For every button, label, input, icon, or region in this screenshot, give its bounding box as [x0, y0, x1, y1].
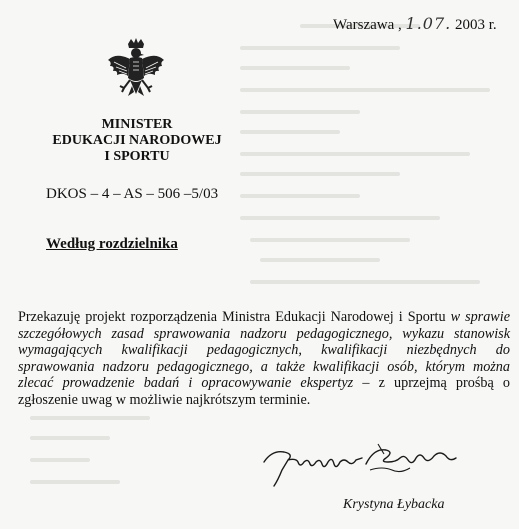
body-outro: – z uprzejmą prośbą o zgłoszenie uwag w możliwie najkrótszym terminie. [18, 375, 510, 408]
handwritten-signature [258, 440, 468, 490]
ministry-line-3: I SPORTU [104, 149, 170, 164]
ministry-name [44, 117, 230, 165]
distribution-heading: Według rozdzielnika [46, 236, 178, 252]
ministry-line-2: EDUKACJI NARODOWEJ [52, 133, 222, 148]
handwritten-date: 1.07. [405, 14, 452, 33]
polish-eagle-emblem-icon [106, 38, 166, 104]
place-and-date [333, 14, 497, 34]
letter-body [18, 309, 510, 408]
reference-number: DKOS – 4 – AS – 506 –5/03 [46, 186, 219, 202]
place: Warszawa , [333, 17, 402, 33]
ministry-line-1: MINISTER [101, 117, 173, 132]
body-intro: Przekazuję projekt rozporządzenia Ministra Edukacji Narodowej i Sportu [18, 309, 446, 325]
year: 2003 r. [454, 17, 497, 33]
signer-name: Krystyna Łybacka [343, 497, 445, 512]
body-regulation-title: w sprawie szczegółowych zasad sprawowania nadzoru pedagogicznego, wykazu stanowisk wymagających kwalifikacji pedagogicznych, kwalifikacji niezbędnych do sprawowania nadzoru pedagogicznego, a także kwalifikacji osób, którym można zlecać prowadzenie badań i opracowywanie ekspertyz [18, 309, 510, 391]
